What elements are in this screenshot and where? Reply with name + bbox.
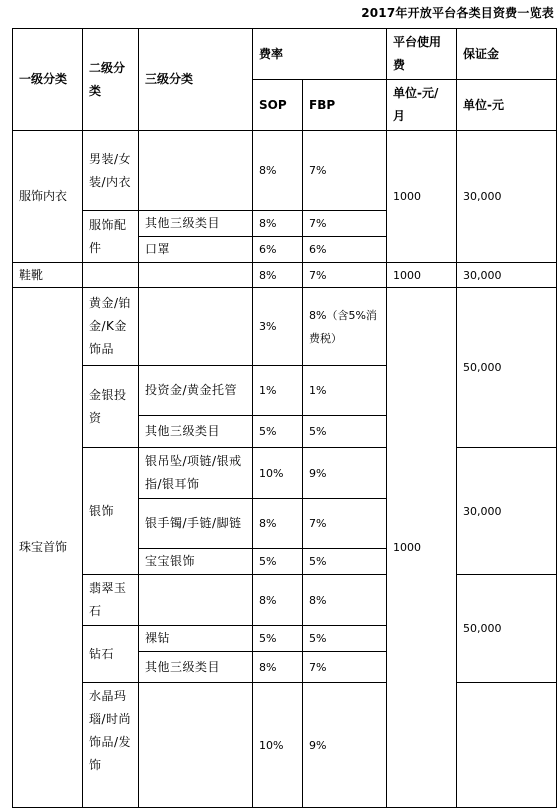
cell-fbp: 8% <box>303 575 387 626</box>
cell-level3: 其他三级类目 <box>139 211 253 237</box>
header-platform-fee-unit: 单位-元/月 <box>387 80 457 131</box>
cell-level3: 宝宝银饰 <box>139 549 253 575</box>
header-deposit: 保证金 <box>457 29 557 80</box>
header-level1: 一级分类 <box>13 29 83 131</box>
table-row <box>13 288 557 366</box>
cell-fbp: 5% <box>303 626 387 652</box>
cell-platform-fee: 1000 <box>387 131 457 263</box>
header-platform-fee: 平台使用费 <box>387 29 457 80</box>
header-rate: 费率 <box>253 29 387 80</box>
cell-deposit: 30,000 <box>457 263 557 288</box>
cell-level3 <box>139 575 253 626</box>
cell-fbp: 6% <box>303 237 387 263</box>
cell-platform-fee: 1000 <box>387 288 457 808</box>
cell-level2: 服饰配件 <box>83 211 139 263</box>
cell-sop: 5% <box>253 549 303 575</box>
cell-deposit: 30,000 <box>457 131 557 263</box>
cell-fbp: 8%（含5%消费税） <box>303 288 387 366</box>
cell-level3: 投资金/黄金托管 <box>139 366 253 416</box>
cell-sop: 5% <box>253 626 303 652</box>
cell-deposit <box>457 683 557 808</box>
cell-level3: 口罩 <box>139 237 253 263</box>
cell-level2: 钻石 <box>83 626 139 683</box>
cell-fbp: 7% <box>303 499 387 549</box>
header-rate-fbp: FBP <box>303 80 387 131</box>
cell-sop: 6% <box>253 237 303 263</box>
cell-fbp: 7% <box>303 131 387 211</box>
cell-level2: 银饰 <box>83 448 139 575</box>
header-deposit-unit: 单位-元 <box>457 80 557 131</box>
cell-level1: 珠宝首饰 <box>13 288 83 808</box>
cell-sop: 1% <box>253 366 303 416</box>
cell-level3 <box>139 131 253 211</box>
table-row <box>13 683 557 808</box>
header-rate-sop: SOP <box>253 80 303 131</box>
cell-sop: 8% <box>253 499 303 549</box>
table-row <box>13 131 557 211</box>
cell-level3: 其他三级类目 <box>139 416 253 448</box>
cell-sop: 8% <box>253 131 303 211</box>
cell-level3: 其他三级类目 <box>139 652 253 683</box>
cell-sop: 8% <box>253 575 303 626</box>
table-row <box>13 263 557 288</box>
header-level3: 三级分类 <box>139 29 253 131</box>
document-title: 2017年开放平台各类目资费一览表 <box>361 6 554 20</box>
cell-sop: 8% <box>253 211 303 237</box>
table-row <box>13 575 557 626</box>
cell-fbp: 7% <box>303 263 387 288</box>
cell-fbp: 7% <box>303 652 387 683</box>
cell-level2: 翡翠玉石 <box>83 575 139 626</box>
cell-level2: 水晶玛瑙/时尚饰品/发饰 <box>83 683 139 808</box>
cell-fbp: 5% <box>303 549 387 575</box>
cell-level1: 服饰内衣 <box>13 131 83 263</box>
cell-deposit: 50,000 <box>457 575 557 683</box>
cell-sop: 10% <box>253 448 303 499</box>
cell-deposit: 30,000 <box>457 448 557 575</box>
cell-level2: 金银投资 <box>83 366 139 448</box>
table-row <box>13 448 557 499</box>
cell-fbp: 9% <box>303 683 387 808</box>
cell-level2: 男装/女装/内衣 <box>83 131 139 211</box>
cell-deposit: 50,000 <box>457 288 557 448</box>
cell-level3 <box>139 683 253 808</box>
cell-fbp: 5% <box>303 416 387 448</box>
header-level2: 二级分类 <box>83 29 139 131</box>
cell-fbp: 7% <box>303 211 387 237</box>
cell-fbp: 1% <box>303 366 387 416</box>
cell-sop: 10% <box>253 683 303 808</box>
cell-level3: 银手镯/手链/脚链 <box>139 499 253 549</box>
cell-level1: 鞋靴 <box>13 263 83 288</box>
cell-level3 <box>139 263 253 288</box>
cell-platform-fee: 1000 <box>387 263 457 288</box>
header-row-1 <box>13 29 557 80</box>
cell-level2: 黄金/铂金/K金饰品 <box>83 288 139 366</box>
cell-level3 <box>139 288 253 366</box>
cell-sop: 8% <box>253 263 303 288</box>
cell-level3: 银吊坠/项链/银戒指/银耳饰 <box>139 448 253 499</box>
cell-sop: 5% <box>253 416 303 448</box>
cell-sop: 3% <box>253 288 303 366</box>
cell-fbp: 9% <box>303 448 387 499</box>
cell-level3: 裸钻 <box>139 626 253 652</box>
fee-table <box>12 28 557 808</box>
cell-level2 <box>83 263 139 288</box>
cell-sop: 8% <box>253 652 303 683</box>
